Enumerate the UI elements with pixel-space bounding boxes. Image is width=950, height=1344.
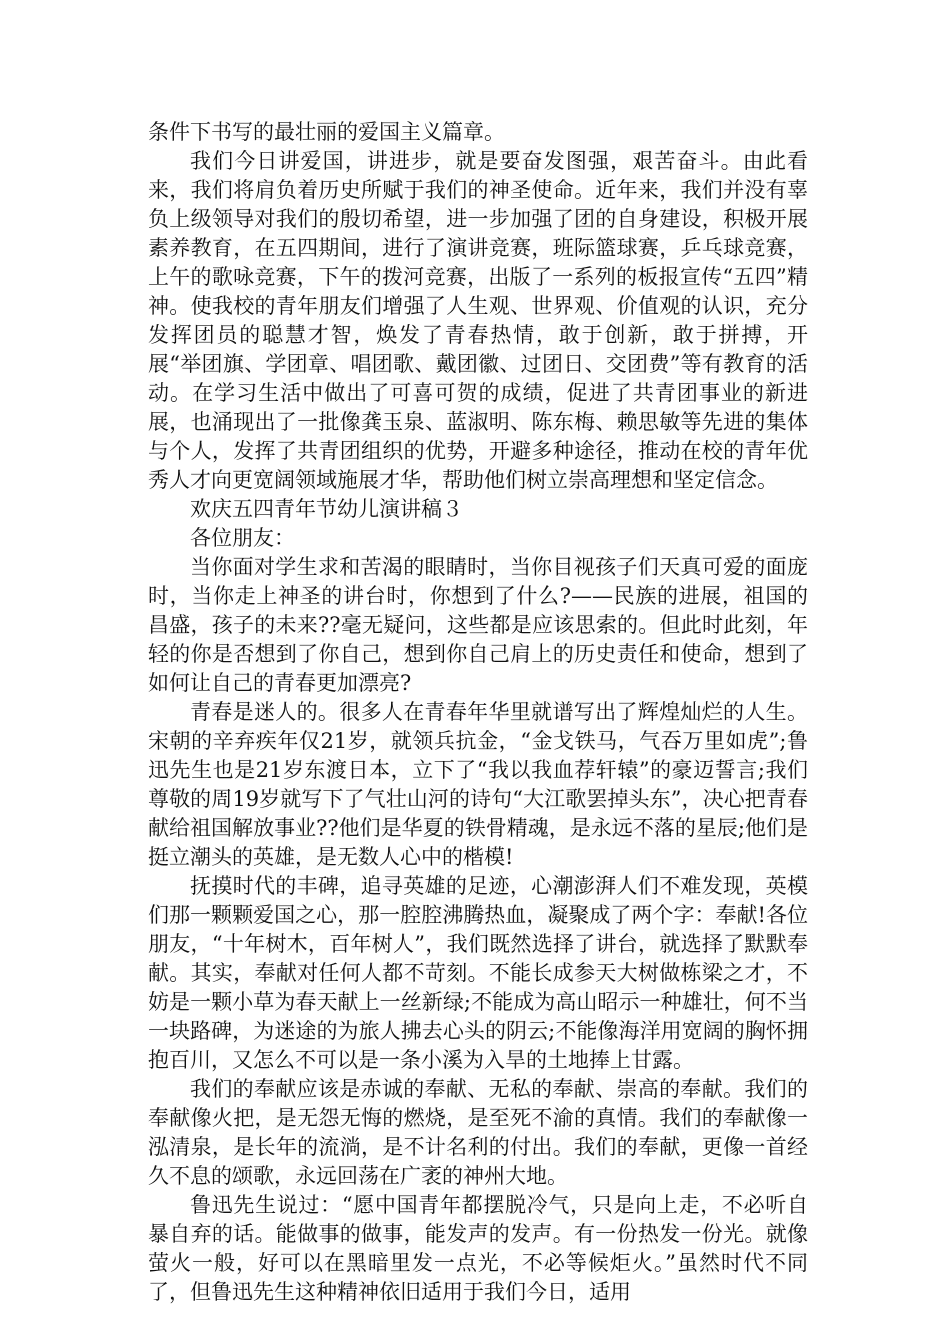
document-page bbox=[148, 118, 808, 1307]
paragraph-2: 我们今日讲爱国，讲进步，就是要奋发图强，艰苦奋斗。由此看来，我们将肩负着历史所赋于我们的神圣使命。近年来，我们并没有辜负上级领导对我们的殷切希望，进一步加强了团的自身建设，积极开展素养教育，在五四期间，进行了演讲竞赛，班际篮球赛，乒乓球竞赛，上午的歌咏竞赛，下午的拨河竞赛，出版了一系列的板报宣传“五四”精神。使我校的青年朋友们增强了人生观、世界观、价值观的认识，充分发挥团员的聪慧才智，焕发了青春热情，敢于创新，敢于拼搏，开展“举团旗、学团章、唱团歌、戴团徽、过团日、交团费”等有教育的活动。在学习生活中做出了可喜可贺的成绩，促进了共青团事业的新进展，也涌现出了一批像龚玉泉、蓝淑明、陈东梅、赖思敏等先进的集体与个人，发挥了共青团组织的优势，开避多种途径，推动在校的青年优秀人才向更宽阔领域施展才华，帮助他们树立崇高理想和坚定信念。 bbox=[148, 149, 808, 492]
paragraph-6: 我们的奉献应该是赤诚的奉献、无私的奉献、崇高的奉献。我们的奉献像火把，是无怨无悔的燃烧，是至死不渝的真情。我们的奉献像一泓清泉，是长年的流淌，是不计名利的付出。我们的奉献，更像一首经久不息的颂歌，永远回荡在广袤的神州大地。 bbox=[148, 1077, 808, 1188]
paragraph-1: 条件下书写的最壮丽的爱国主义篇章。 bbox=[148, 120, 505, 144]
salutation: 各位朋友： bbox=[190, 526, 295, 550]
paragraph-5: 抚摸时代的丰碑，追寻英雄的足迹，心潮澎湃人们不难发现，英模们那一颗颗爱国之心，那一腔腔沸腾热血，凝聚成了两个字：奉献!各位朋友，“十年树木，百年树人”，我们既然选择了讲台，就选择了默默奉献。其实，奉献对任何人都不苛刻。不能长成参天大树做栋梁之才，不妨是一颗小草为春天献上一丝新绿;不能成为高山昭示一种雄壮，何不当一块路碑，为迷途的为旅人拂去心头的阴云;不能像海洋用宽阔的胸怀拥抱百川，又怎么不可以是一条小溪为入旱的土地捧上甘露。 bbox=[148, 874, 808, 1072]
paragraph-4: 青春是迷人的。很多人在青春年华里就谱写出了辉煌灿烂的人生。宋朝的辛弃疾年仅21岁，就领兵抗金，“金戈铁马，气吞万里如虎”;鲁迅先生也是21岁东渡日本，立下了“我以我血荐轩辕”的豪迈誓言;我们尊敬的周19岁就写下了气壮山河的诗句“大江歌罢掉头东”，决心把青春献给祖国解放事业??他们是华夏的铁骨精魂，是永远不落的星辰;他们是挺立潮头的英雄，是无数人心中的楷模! bbox=[148, 700, 808, 869]
section-title: 欢庆五四青年节幼儿演讲稿３ bbox=[190, 497, 463, 521]
paragraph-7: 鲁迅先生说过：“愿中国青年都摆脱冷气，只是向上走，不必听自暴自弃的话。能做事的做事，能发声的发声。有一份热发一份光。就像萤火一般，好可以在黑暗里发一点光，不必等候炬火。”虽然时代不同了，但鲁迅先生这种精神依旧适用于我们今日，适用 bbox=[148, 1193, 808, 1304]
paragraph-3: 当你面对学生求和苦渴的眼睛时，当你目视孩子们天真可爱的面庞时，当你走上神圣的讲台时，你想到了什么?——民族的进展，祖国的昌盛，孩子的未来??毫无疑问，这些都是应该思索的。但此时此刻，年轻的你是否想到了你自己，想到你自己肩上的历史责任和使命，想到了如何让自己的青春更加漂亮? bbox=[148, 555, 808, 695]
